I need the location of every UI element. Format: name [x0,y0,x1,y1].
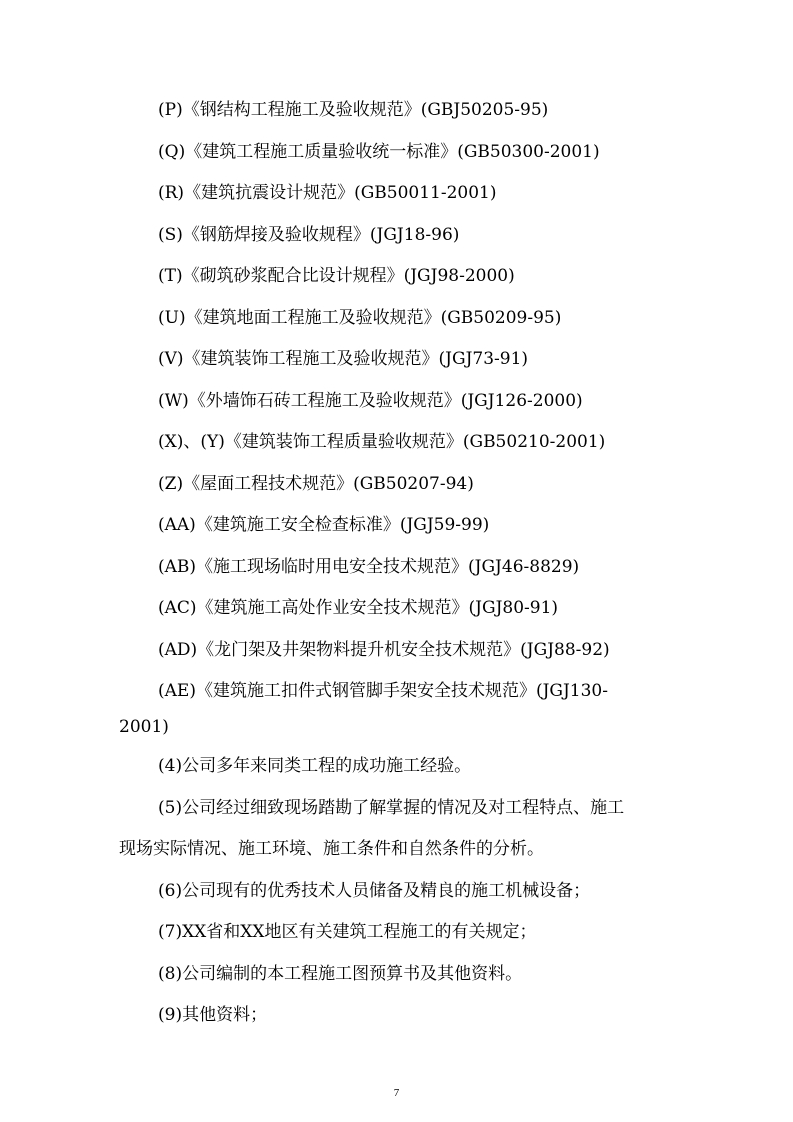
standard-item-w: (W)《外墙饰石砖工程施工及验收规范》(JGJ126-2000) [158,391,583,411]
standard-item-ae-continuation: 2001) [119,717,169,737]
basis-item-4: (4)公司多年来同类工程的成功施工经验。 [158,756,472,776]
basis-item-7: (7)XX省和XX地区有关建筑工程施工的有关规定； [158,922,537,942]
standard-item-z: (Z)《屋面工程技术规范》(GB50207-94) [158,474,474,494]
standard-item-r: (R)《建筑抗震设计规范》(GB50011-2001) [158,183,497,203]
basis-item-6: (6)公司现有的优秀技术人员储备及精良的施工机械设备； [158,881,591,901]
basis-item-5: (5)公司经过细致现场踏勘了解掌握的情况及对工程特点、施工 [158,798,625,818]
standard-item-p: (P)《钢结构工程施工及验收规范》(GBJ50205-95) [158,100,549,120]
basis-item-8: (8)公司编制的本工程施工图预算书及其他资料。 [158,964,523,984]
standard-item-t: (T)《砌筑砂浆配合比设计规程》(JGJ98-2000) [158,266,515,286]
standard-item-aa: (AA)《建筑施工安全检查标准》(JGJ59-99) [158,515,490,535]
basis-item-5-continuation: 现场实际情况、施工环境、施工条件和自然条件的分析。 [119,839,544,859]
standard-item-s: (S)《钢筋焊接及验收规程》(JGJ18-96) [158,225,460,245]
standard-item-u: (U)《建筑地面工程施工及验收规范》(GB50209-95) [158,308,562,328]
standard-item-ae: (AE)《建筑施工扣件式钢管脚手架安全技术规范》(JGJ130- [158,681,608,701]
standard-item-v: (V)《建筑装饰工程施工及验收规范》(JGJ73-91) [158,349,529,369]
standard-item-xy: (X)、(Y)《建筑装饰工程质量验收规范》(GB50210-2001) [158,432,606,452]
basis-item-9: (9)其他资料； [158,1005,268,1025]
standard-item-ad: (AD)《龙门架及井架物料提升机安全技术规范》(JGJ88-92) [158,640,610,660]
standard-item-q: (Q)《建筑工程施工质量验收统一标准》(GB50300-2001) [158,142,600,162]
standard-item-ab: (AB)《施工现场临时用电安全技术规范》(JGJ46-8829) [158,557,580,577]
page-number: 7 [393,1087,400,1099]
standard-item-ac: (AC)《建筑施工高处作业安全技术规范》(JGJ80-91) [158,598,559,618]
